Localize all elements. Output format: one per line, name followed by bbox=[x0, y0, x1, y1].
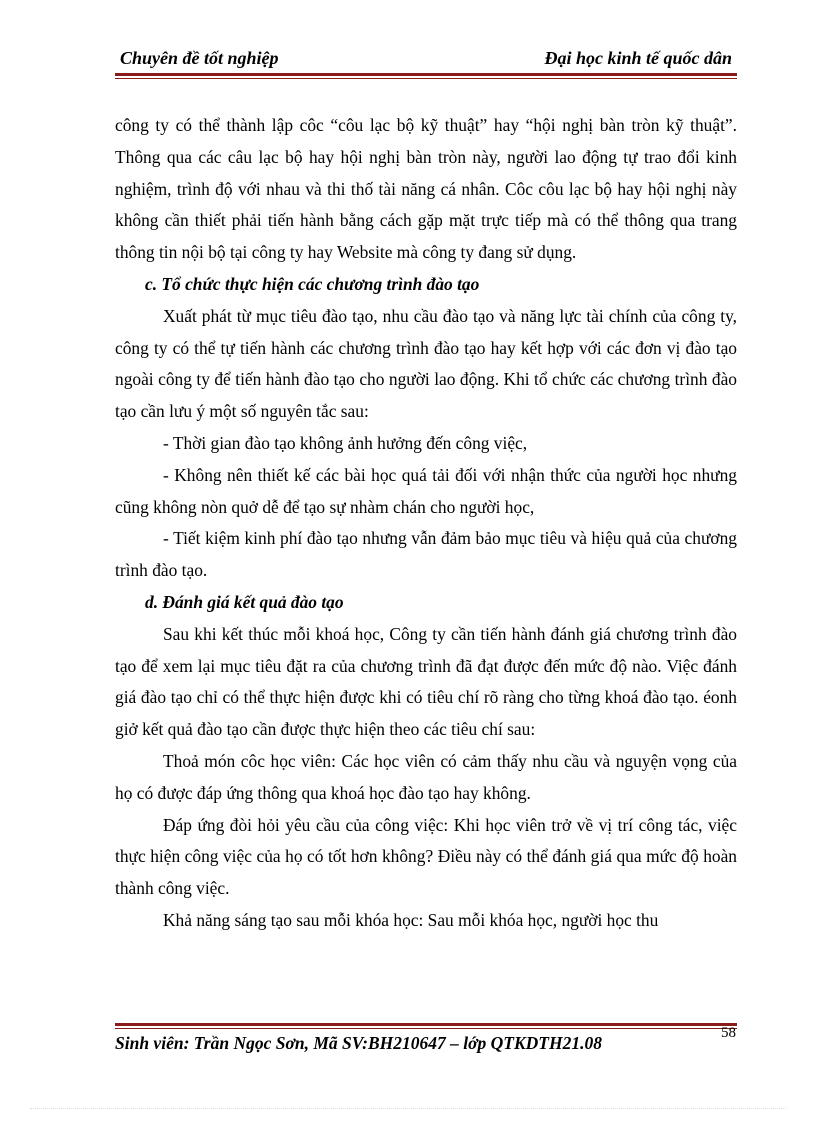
paragraph-satisfaction: Thoả món côc học viên: Các học viên có cảm thấy nhu cầu và nguyện vọng của họ có được đáp ứng thông qua khoá học đào tạo hay không. bbox=[115, 750, 737, 803]
bullet-time: - Thời gian đào tạo không ảnh hưởng đến công việc, bbox=[163, 432, 528, 453]
footer-rule-thin bbox=[115, 1028, 737, 1029]
paragraph-organize: Xuất phát từ mục tiêu đào tạo, nhu cầu đào tạo và năng lực tài chính của công ty, công ty có thể tự tiến hành các chương trình đào tạo hay kết hợp với các đơn vị đào tạo ngoài công ty để tiến hành đào tạo cho người lao động. Khi tổ chức các chương trình đào tạo cần lưu ý một số nguyên tắc sau: bbox=[115, 305, 737, 422]
paragraph-clubs: công ty có thể thành lập côc “côu lạc bộ kỹ thuật” hay “hội nghị bàn tròn kỹ thuật”. Thông qua các câu lạc bộ hay hội nghị bàn tròn này, người lao động tự trao đổi kinh nghiệm, trình độ với nhau và thi thố tài năng cá nhân. Côc côu lạc bộ hay hội nghị này không cần thiết phải tiến hành bằng cách gặp mặt trực tiếp mà có thể thông qua trang thông tin nội bộ tại công ty hay Website mà công ty đang sử dụng. bbox=[115, 115, 737, 263]
header-title-left: Chuyên đề tốt nghiệp bbox=[120, 48, 279, 68]
page-number: 58 bbox=[721, 1025, 736, 1041]
bullet-design: - Không nên thiết kế các bài học quá tải đối với nhận thức của người học nhưng cũng không nòn quở dễ để tạo sự nhàm chán cho người học, bbox=[115, 464, 737, 517]
page-body bbox=[115, 110, 737, 937]
paragraph-evaluation: Sau khi kết thúc mỗi khoá học, Công ty cần tiến hành đánh giá chương trình đào tạo để xem lại mục tiêu đặt ra của chương trình đã đạt được đến mức độ nào. Việc đánh giá đào tạo chỉ có thể thực hiện được khi có tiêu chí rõ ràng cho từng khoá đào tạo. éonh giở kết quả đào tạo cần được thực hiện theo các tiêu chí sau: bbox=[115, 623, 737, 740]
paragraph-creativity: Khả năng sáng tạo sau mỗi khóa học: Sau mỗi khóa học, người học thu bbox=[163, 909, 659, 930]
footer-student-info: Sinh viên: Trần Ngọc Sơn, Mã SV:BH210647 – lớp QTKDTH21.08 bbox=[115, 1033, 602, 1053]
paragraph-job-requirements: Đáp ứng đòi hỏi yêu cầu của công việc: Khi học viên trở về vị trí công tác, việc thực hiện công việc của họ có tốt hơn không? Điều này có thể đánh giá qua mức độ hoàn thành công việc. bbox=[115, 814, 737, 899]
section-heading-d: d. Đánh giá kết quả đào tạo bbox=[145, 591, 344, 612]
section-heading-c: c. Tổ chức thực hiện các chương trình đào tạo bbox=[145, 273, 480, 294]
page-boundary-line bbox=[30, 1108, 786, 1109]
bullet-cost: - Tiết kiệm kinh phí đào tạo nhưng vẫn đảm bảo mục tiêu và hiệu quả của chương trình đào tạo. bbox=[115, 528, 737, 581]
header-rule-thick bbox=[115, 73, 737, 76]
header-title-right: Đại học kinh tế quốc dân bbox=[544, 48, 732, 68]
header-rule-thin bbox=[115, 78, 737, 79]
footer-rule-thick bbox=[115, 1023, 737, 1026]
